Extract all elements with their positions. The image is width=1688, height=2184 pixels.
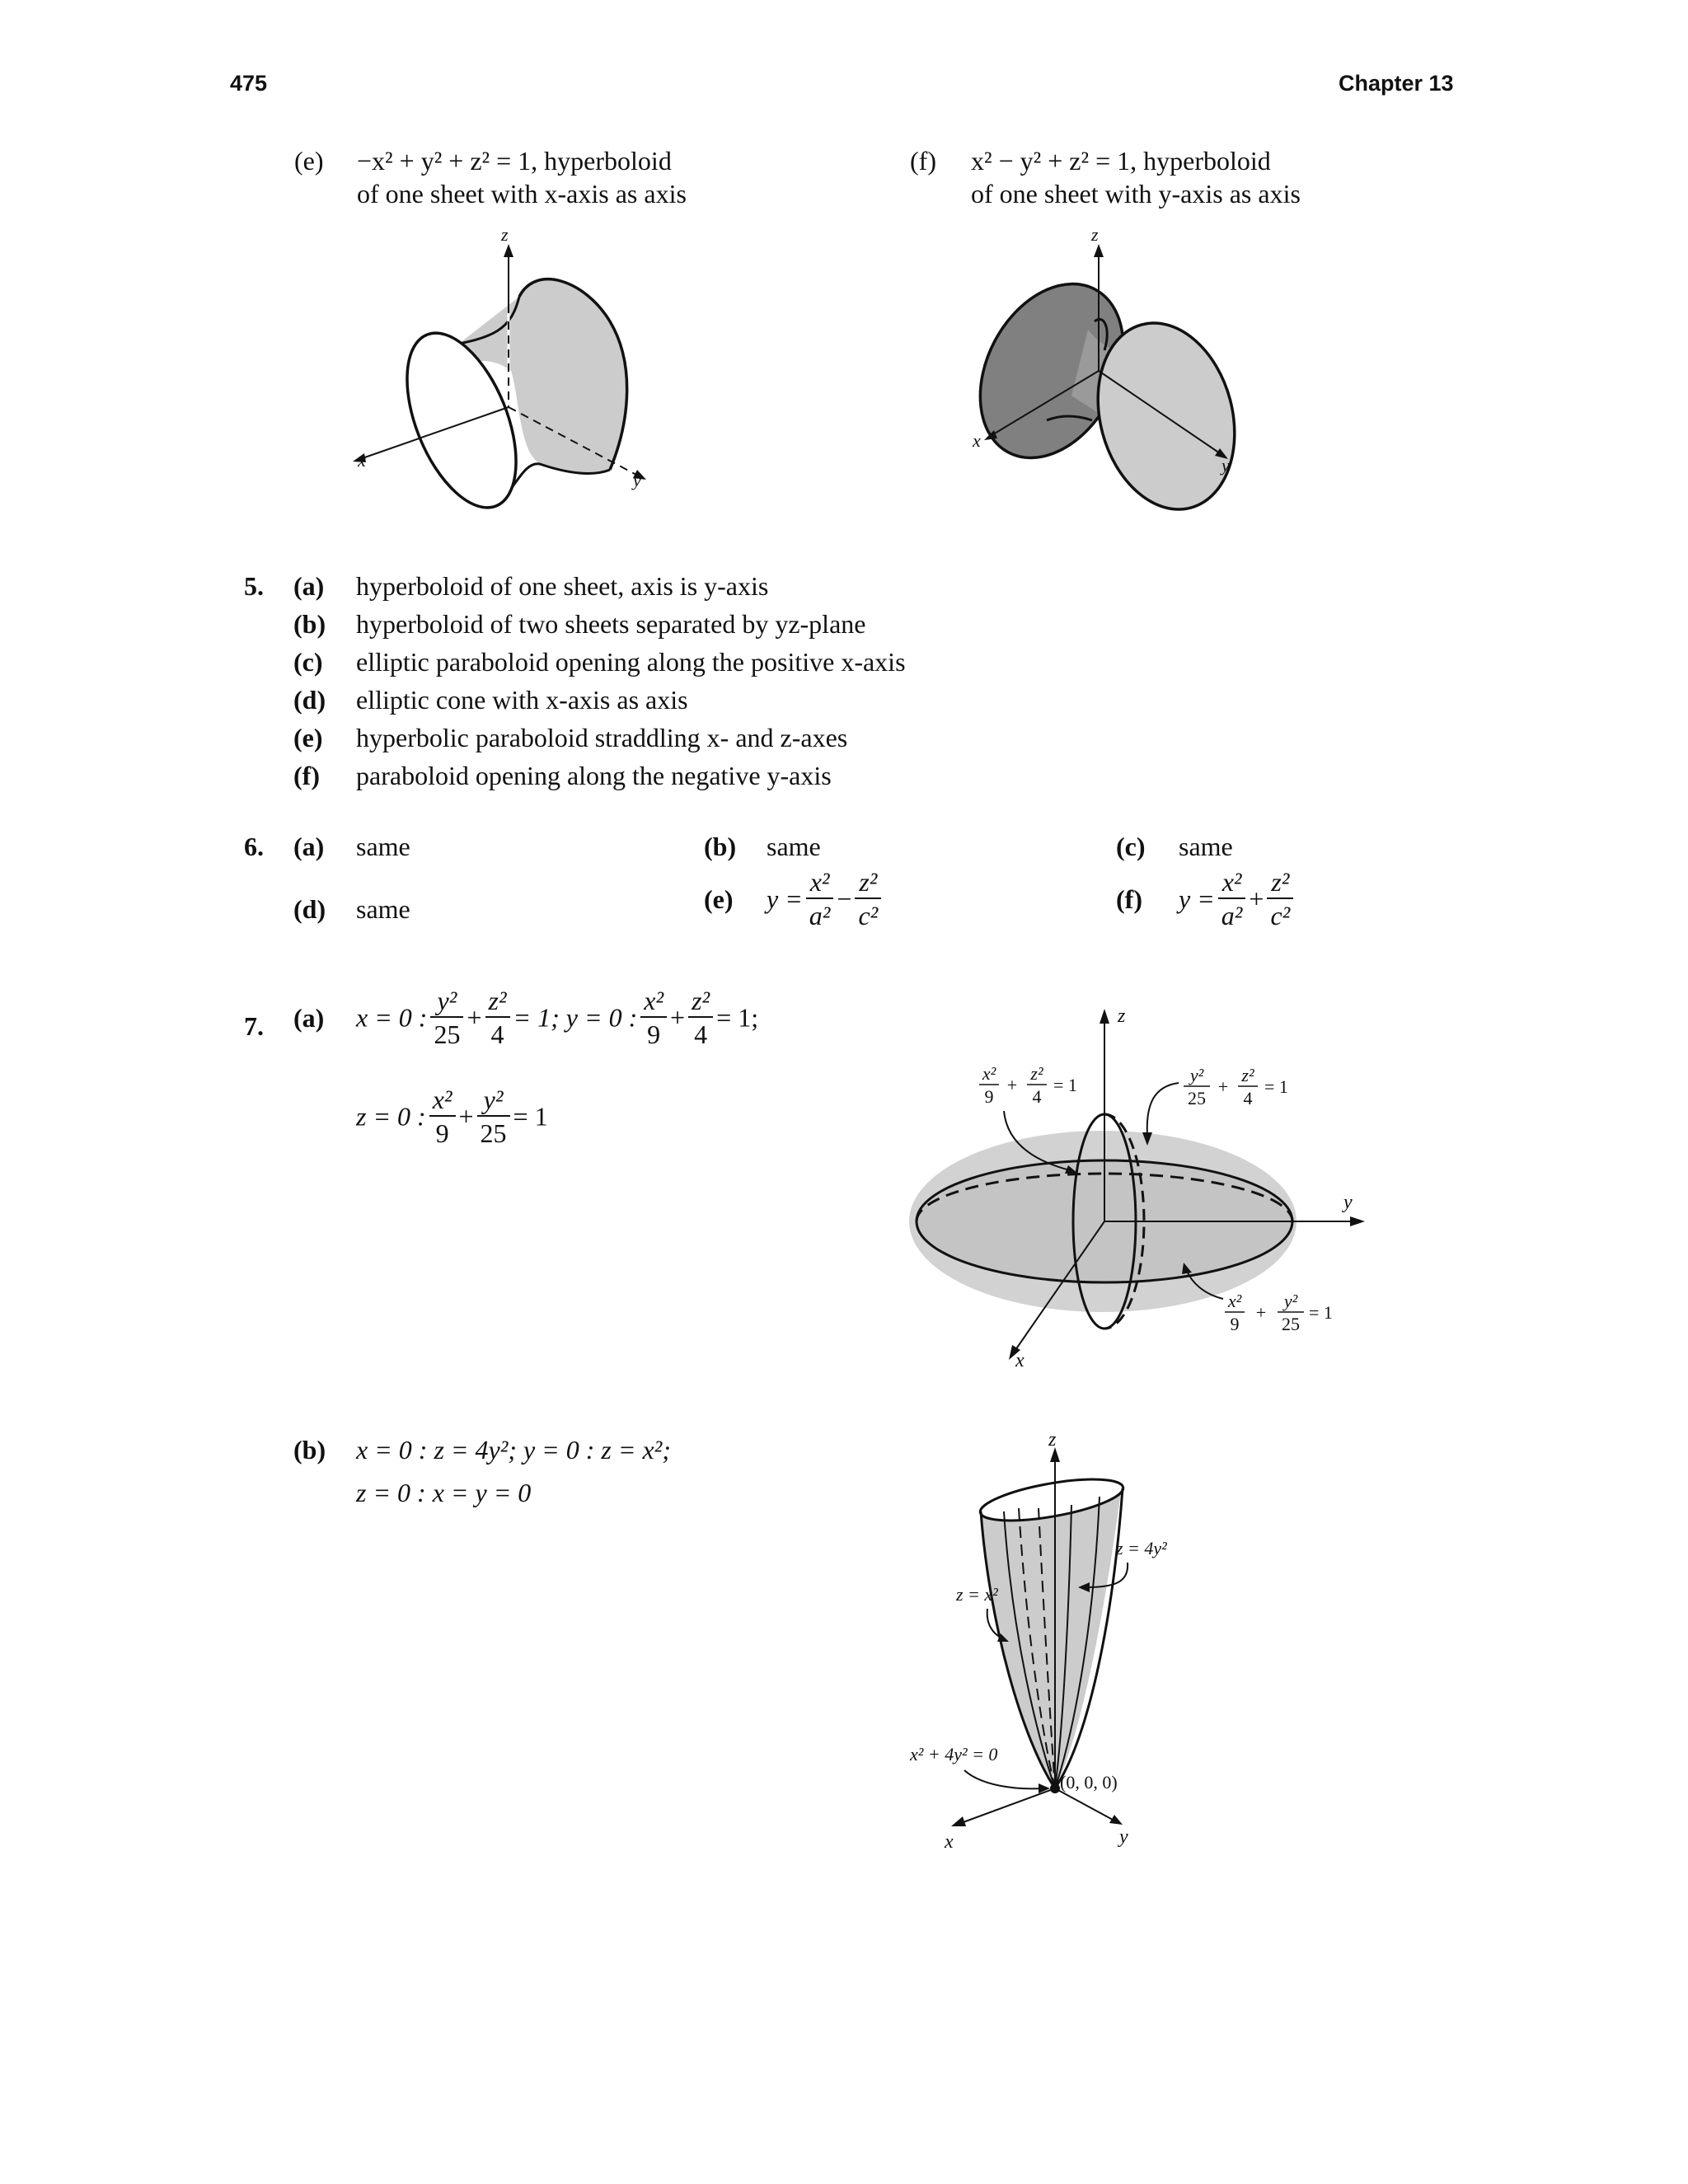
x-axis-label: x bbox=[945, 1831, 954, 1853]
list-item: (a) hyperboloid of one sheet, axis is y-axis bbox=[293, 571, 769, 601]
list-item: (e) hyperbolic paraboloid straddling x- and z-axes bbox=[293, 723, 848, 752]
trace-xz-label: z = x² bbox=[956, 1584, 998, 1605]
trace-xz-plus: + bbox=[1006, 1075, 1018, 1095]
list-item: (c) elliptic paraboloid opening along the positive x-axis bbox=[293, 647, 906, 677]
z-axis-label: z bbox=[1048, 1429, 1057, 1451]
trace-yz-den1: 25 bbox=[1188, 1088, 1206, 1108]
z-axis-label: z bbox=[501, 231, 509, 245]
trace-yz-label: z = 4y² bbox=[1116, 1538, 1167, 1558]
prev-f-equation: x² − y² + z² = 1, hyperboloid bbox=[971, 146, 1271, 176]
trace-xz-den1: 9 bbox=[984, 1086, 994, 1107]
list-item: (b) hyperboloid of two sheets separated by yz-plane bbox=[293, 609, 866, 639]
p6-f: (f) y = $\frac{\text{x²}}{\text{a²}}$ + $\frac{\text{z²}}{\text{c²}}$ bbox=[1116, 869, 1296, 929]
y-axis-label: y bbox=[1119, 1826, 1128, 1848]
z-axis-label: z bbox=[1091, 231, 1099, 245]
p7-a-line2: z = 0 : $\frac{\text{x²}}{9}$ + $\frac{\text{y²}}{25}$ = 1 bbox=[356, 1085, 548, 1148]
y-axis-label: y bbox=[1343, 1192, 1353, 1213]
trace-yz-plus: + bbox=[1217, 1076, 1229, 1097]
trace-yz-den2: 4 bbox=[1243, 1088, 1253, 1108]
p7-a-line1: (a) x = 0 : $\frac{\text{y²}}{25}$ + $\frac{\text{z²}}{4}$ = 1; y = 0 : $\frac{\text{x²}}{9}$ + $\frac{\text{z²}}{4}$ = 1; bbox=[293, 986, 759, 1049]
y-axis-label: y bbox=[633, 470, 641, 490]
p6-b: (b) same bbox=[704, 832, 821, 861]
trace-xz-num2: z² bbox=[1030, 1063, 1043, 1084]
problem-5-list bbox=[293, 567, 906, 794]
prev-f-line2: of one sheet with y-axis as axis bbox=[971, 179, 1301, 209]
x-axis-label: x bbox=[1015, 1350, 1025, 1371]
trace-xy-label: x² + 4y² = 0 bbox=[910, 1744, 998, 1765]
x-axis-label: x bbox=[973, 430, 981, 451]
prev-e-label: (e) bbox=[294, 146, 324, 176]
problem-5-number: 5. bbox=[244, 571, 264, 601]
y-axis-label: y bbox=[1221, 455, 1230, 476]
list-item: (d) elliptic cone with x-axis as axis bbox=[293, 685, 688, 715]
p6-c: (c) same bbox=[1116, 832, 1233, 861]
p6-d: (d) same bbox=[293, 894, 410, 924]
chapter-title: Chapter 13 bbox=[1339, 71, 1454, 96]
trace-xy-num1: x² bbox=[1227, 1291, 1242, 1311]
trace-yz-num2: z² bbox=[1241, 1065, 1254, 1085]
prev-e-line2: of one sheet with x-axis as axis bbox=[357, 179, 687, 209]
trace-xz-den2: 4 bbox=[1032, 1086, 1042, 1107]
elliptic-paraboloid-figure bbox=[907, 1426, 1302, 1854]
p7-b-line2: z = 0 : x = y = 0 bbox=[356, 1478, 532, 1507]
ellipsoid-figure bbox=[907, 997, 1385, 1376]
trace-xy-den1: 9 bbox=[1230, 1314, 1240, 1334]
origin-label: (0, 0, 0) bbox=[1060, 1772, 1118, 1793]
hyperboloid-y-axis-figure bbox=[964, 231, 1278, 519]
x-axis-label: x bbox=[358, 450, 366, 471]
page-number: 475 bbox=[230, 71, 268, 96]
p7-b-line1: (b) x = 0 : z = 4y²; y = 0 : z = x²; bbox=[293, 1435, 671, 1465]
trace-yz-num1: y² bbox=[1189, 1065, 1204, 1085]
z-axis-label: z bbox=[1118, 1005, 1126, 1027]
trace-xy-eq: = 1 bbox=[1309, 1302, 1333, 1323]
hyperboloid-x-axis-figure bbox=[346, 231, 676, 536]
trace-xz-eq: = 1 bbox=[1053, 1075, 1077, 1095]
problem-6-number: 6. bbox=[244, 832, 264, 861]
p6-e: (e) y = $\frac{\text{x²}}{\text{a²}}$ − $\frac{\text{z²}}{\text{c²}}$ bbox=[704, 869, 884, 929]
trace-xy-plus: + bbox=[1255, 1302, 1267, 1323]
prev-f-label: (f) bbox=[910, 146, 936, 176]
trace-xy-num2: y² bbox=[1283, 1291, 1298, 1311]
problem-7-number: 7. bbox=[244, 1011, 264, 1041]
list-item: (f) paraboloid opening along the negative y-axis bbox=[293, 761, 832, 790]
trace-yz-eq: = 1 bbox=[1264, 1076, 1288, 1097]
p6-a: (a) same bbox=[293, 832, 410, 861]
prev-e-equation: −x² + y² + z² = 1, hyperboloid bbox=[357, 146, 672, 176]
trace-xz-num1: x² bbox=[982, 1063, 996, 1084]
trace-xy-den2: 25 bbox=[1282, 1314, 1300, 1334]
